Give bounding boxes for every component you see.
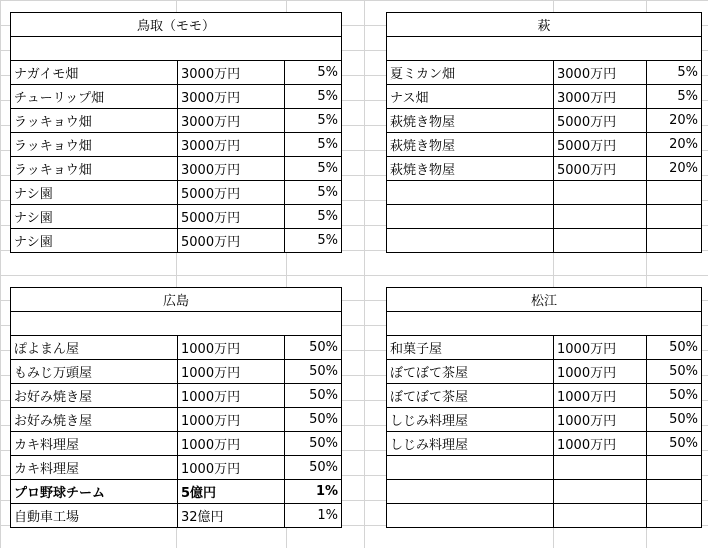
amount-cell[interactable]: 5000万円 bbox=[554, 157, 647, 181]
table-row bbox=[11, 432, 342, 456]
percent-cell[interactable]: 5% bbox=[285, 157, 342, 181]
amount-cell[interactable]: 1000万円 bbox=[554, 384, 647, 408]
table-row bbox=[11, 384, 342, 408]
amount-cell[interactable]: 3000万円 bbox=[554, 61, 647, 85]
table-row bbox=[11, 61, 342, 85]
table-row bbox=[11, 336, 342, 360]
table-tottori bbox=[10, 12, 342, 253]
percent-cell[interactable]: 50% bbox=[647, 408, 702, 432]
table-title-row bbox=[11, 13, 342, 37]
name-cell[interactable]: カキ料理屋 bbox=[11, 432, 178, 456]
name-cell[interactable]: ナス畑 bbox=[387, 85, 554, 109]
name-cell[interactable]: カキ料理屋 bbox=[11, 456, 178, 480]
name-cell[interactable]: もみじ万頭屋 bbox=[11, 360, 178, 384]
percent-cell[interactable]: 5% bbox=[285, 85, 342, 109]
name-cell[interactable]: 萩焼き物屋 bbox=[387, 109, 554, 133]
name-cell[interactable]: 萩焼き物屋 bbox=[387, 157, 554, 181]
percent-cell[interactable]: 5% bbox=[285, 229, 342, 253]
percent-cell[interactable]: 50% bbox=[285, 384, 342, 408]
amount-cell[interactable] bbox=[554, 229, 647, 253]
blank-row bbox=[11, 312, 342, 336]
table-title[interactable]: 松江 bbox=[387, 288, 702, 312]
amount-cell[interactable]: 1000万円 bbox=[554, 336, 647, 360]
amount-cell[interactable]: 3000万円 bbox=[178, 133, 285, 157]
table-title[interactable]: 鳥取（モモ） bbox=[11, 13, 342, 37]
amount-cell[interactable]: 5000万円 bbox=[554, 109, 647, 133]
amount-cell[interactable] bbox=[554, 205, 647, 229]
amount-cell[interactable] bbox=[554, 504, 647, 528]
table-row bbox=[11, 456, 342, 480]
table-row bbox=[387, 336, 702, 360]
table-row bbox=[387, 133, 702, 157]
table-row bbox=[387, 205, 702, 229]
name-cell[interactable]: ラッキョウ畑 bbox=[11, 157, 178, 181]
percent-cell[interactable]: 5% bbox=[285, 205, 342, 229]
sheet-gridline bbox=[364, 0, 365, 548]
amount-cell[interactable]: 5億円 bbox=[178, 480, 285, 504]
percent-cell[interactable]: 50% bbox=[285, 408, 342, 432]
table-row bbox=[387, 61, 702, 85]
amount-cell[interactable]: 1000万円 bbox=[554, 432, 647, 456]
amount-cell[interactable]: 5000万円 bbox=[178, 181, 285, 205]
amount-cell[interactable] bbox=[554, 181, 647, 205]
table-title-row bbox=[11, 288, 342, 312]
blank-cell[interactable] bbox=[387, 312, 702, 336]
table-row bbox=[387, 109, 702, 133]
table-row bbox=[387, 456, 702, 480]
amount-cell[interactable]: 3000万円 bbox=[178, 109, 285, 133]
blank-row bbox=[387, 37, 702, 61]
table-title[interactable]: 広島 bbox=[11, 288, 342, 312]
percent-cell[interactable]: 5% bbox=[285, 181, 342, 205]
name-cell[interactable]: ぼてぼて茶屋 bbox=[387, 384, 554, 408]
percent-cell[interactable] bbox=[647, 456, 702, 480]
amount-cell[interactable]: 3000万円 bbox=[178, 157, 285, 181]
amount-cell[interactable]: 3000万円 bbox=[178, 61, 285, 85]
table-title[interactable]: 萩 bbox=[387, 13, 702, 37]
amount-cell[interactable]: 3000万円 bbox=[554, 85, 647, 109]
amount-cell[interactable]: 5000万円 bbox=[554, 133, 647, 157]
amount-cell[interactable]: 5000万円 bbox=[178, 205, 285, 229]
name-cell[interactable]: ぽよまん屋 bbox=[11, 336, 178, 360]
table-row bbox=[387, 181, 702, 205]
name-cell[interactable] bbox=[387, 504, 554, 528]
amount-cell[interactable]: 1000万円 bbox=[178, 408, 285, 432]
percent-cell[interactable]: 50% bbox=[647, 384, 702, 408]
percent-cell[interactable]: 50% bbox=[647, 336, 702, 360]
amount-cell[interactable] bbox=[554, 456, 647, 480]
table-row bbox=[11, 157, 342, 181]
table-row bbox=[11, 109, 342, 133]
table-row bbox=[11, 181, 342, 205]
name-cell[interactable]: ナシ園 bbox=[11, 181, 178, 205]
blank-cell[interactable] bbox=[11, 37, 342, 61]
table-title-row bbox=[387, 288, 702, 312]
percent-cell[interactable]: 5% bbox=[285, 61, 342, 85]
table-row bbox=[387, 384, 702, 408]
name-cell[interactable] bbox=[387, 229, 554, 253]
name-cell[interactable]: ラッキョウ畑 bbox=[11, 109, 178, 133]
percent-cell[interactable] bbox=[647, 205, 702, 229]
percent-cell[interactable]: 5% bbox=[647, 85, 702, 109]
name-cell[interactable]: しじみ料理屋 bbox=[387, 432, 554, 456]
table-matsue bbox=[386, 287, 702, 528]
name-cell[interactable]: 和菓子屋 bbox=[387, 336, 554, 360]
table-row bbox=[387, 85, 702, 109]
name-cell[interactable]: ナシ園 bbox=[11, 229, 178, 253]
amount-cell[interactable]: 3000万円 bbox=[178, 85, 285, 109]
amount-cell[interactable]: 32億円 bbox=[178, 504, 285, 528]
name-cell[interactable]: ナシ園 bbox=[11, 205, 178, 229]
table-row bbox=[387, 229, 702, 253]
percent-cell[interactable] bbox=[647, 181, 702, 205]
percent-cell[interactable]: 5% bbox=[285, 133, 342, 157]
percent-cell[interactable]: 20% bbox=[647, 157, 702, 181]
percent-cell[interactable]: 1% bbox=[285, 504, 342, 528]
name-cell[interactable] bbox=[387, 181, 554, 205]
name-cell[interactable]: しじみ料理屋 bbox=[387, 408, 554, 432]
name-cell[interactable] bbox=[387, 480, 554, 504]
amount-cell[interactable] bbox=[554, 480, 647, 504]
name-cell[interactable]: チューリップ畑 bbox=[11, 85, 178, 109]
name-cell[interactable]: お好み焼き屋 bbox=[11, 408, 178, 432]
name-cell[interactable]: ナガイモ畑 bbox=[11, 61, 178, 85]
name-cell[interactable]: ぼてぼて茶屋 bbox=[387, 360, 554, 384]
percent-cell[interactable]: 50% bbox=[285, 336, 342, 360]
percent-cell[interactable] bbox=[647, 229, 702, 253]
blank-row bbox=[11, 37, 342, 61]
table-row bbox=[11, 360, 342, 384]
table-hiroshima bbox=[10, 287, 342, 528]
table-row bbox=[11, 85, 342, 109]
name-cell[interactable] bbox=[387, 456, 554, 480]
table-hagi bbox=[386, 12, 702, 253]
table-row bbox=[11, 504, 342, 528]
table-row bbox=[387, 480, 702, 504]
name-cell[interactable]: ラッキョウ畑 bbox=[11, 133, 178, 157]
percent-cell[interactable]: 1% bbox=[285, 480, 342, 504]
amount-cell[interactable]: 1000万円 bbox=[178, 456, 285, 480]
table-row bbox=[387, 504, 702, 528]
percent-cell[interactable]: 20% bbox=[647, 109, 702, 133]
percent-cell[interactable]: 5% bbox=[285, 109, 342, 133]
name-cell[interactable]: 萩焼き物屋 bbox=[387, 133, 554, 157]
amount-cell[interactable]: 1000万円 bbox=[178, 432, 285, 456]
percent-cell[interactable] bbox=[647, 480, 702, 504]
table-row bbox=[11, 229, 342, 253]
name-cell[interactable]: 自動車工場 bbox=[11, 504, 178, 528]
amount-cell[interactable]: 1000万円 bbox=[178, 360, 285, 384]
percent-cell[interactable]: 50% bbox=[285, 456, 342, 480]
amount-cell[interactable]: 5000万円 bbox=[178, 229, 285, 253]
table-row bbox=[387, 157, 702, 181]
blank-cell[interactable] bbox=[11, 312, 342, 336]
table-row-bold bbox=[11, 480, 342, 504]
table-title-row bbox=[387, 13, 702, 37]
blank-cell[interactable] bbox=[387, 37, 702, 61]
name-cell[interactable]: お好み焼き屋 bbox=[11, 384, 178, 408]
amount-cell[interactable]: 1000万円 bbox=[554, 360, 647, 384]
amount-cell[interactable]: 1000万円 bbox=[178, 336, 285, 360]
percent-cell[interactable]: 20% bbox=[647, 133, 702, 157]
percent-cell[interactable]: 50% bbox=[285, 360, 342, 384]
table-row bbox=[387, 408, 702, 432]
table-row bbox=[11, 133, 342, 157]
table-row bbox=[11, 205, 342, 229]
percent-cell[interactable]: 50% bbox=[285, 432, 342, 456]
amount-cell[interactable]: 1000万円 bbox=[178, 384, 285, 408]
blank-row bbox=[387, 312, 702, 336]
percent-cell[interactable]: 50% bbox=[647, 360, 702, 384]
table-row bbox=[11, 408, 342, 432]
percent-cell[interactable]: 5% bbox=[647, 61, 702, 85]
percent-cell[interactable]: 50% bbox=[647, 432, 702, 456]
name-cell[interactable] bbox=[387, 205, 554, 229]
percent-cell[interactable] bbox=[647, 504, 702, 528]
table-row bbox=[387, 432, 702, 456]
amount-cell[interactable]: 1000万円 bbox=[554, 408, 647, 432]
name-cell[interactable]: プロ野球チーム bbox=[11, 480, 178, 504]
name-cell[interactable]: 夏ミカン畑 bbox=[387, 61, 554, 85]
table-row bbox=[387, 360, 702, 384]
